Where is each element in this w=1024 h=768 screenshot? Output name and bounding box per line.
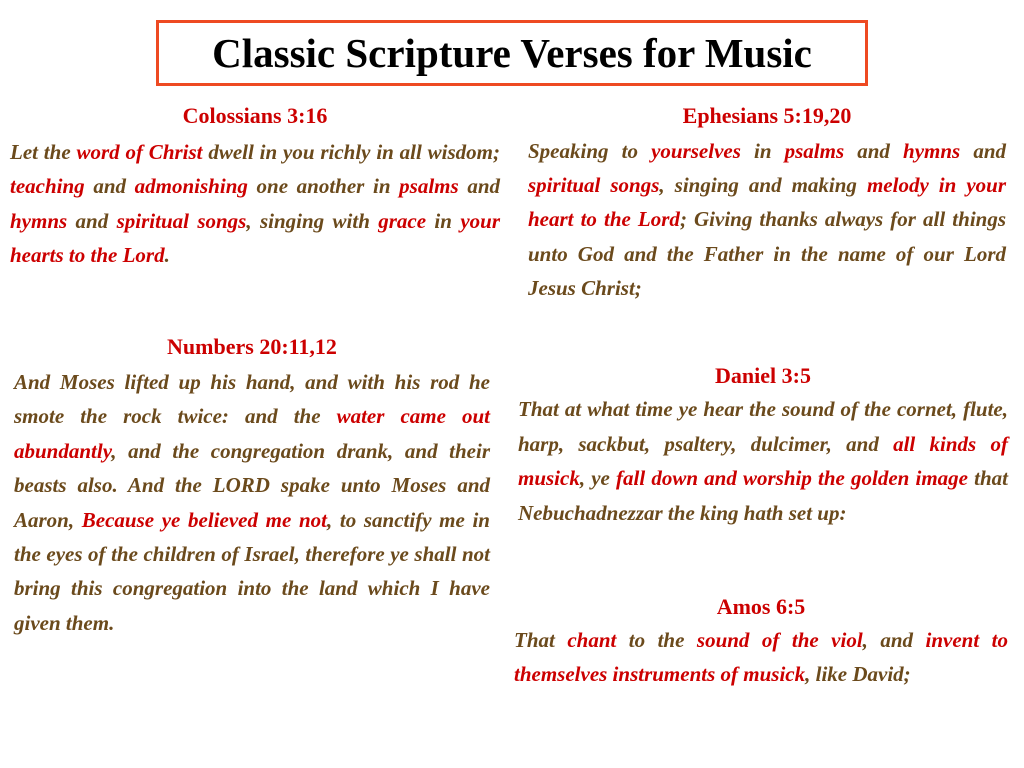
verse-phrase: , to sanctify me in the eyes of the children of Israel, therefore ye shall not bring this congregation into the land which I have given them. xyxy=(14,507,490,635)
highlighted-phrase: spiritual songs xyxy=(528,173,660,198)
verse-phrase: Let the xyxy=(10,140,77,164)
verse-phrase: , and the congregation drank, and their beasts also. And the LORD spake unto Moses and Aaron, xyxy=(14,438,490,532)
highlighted-phrase: water came out abundantly xyxy=(14,404,490,463)
section-amos xyxy=(514,594,1008,692)
verse-phrase: , like David; xyxy=(805,662,911,687)
verse-phrase: That at what time ye hear the sound of the cornet, flute, harp, sackbut, psaltery, dulcimer, and xyxy=(518,397,1008,456)
verse-phrase: that Nebuchadnezzar the king hath set up: xyxy=(518,466,1008,525)
verse-reference: Colossians 3:16 xyxy=(182,103,328,128)
verse-phrase: in xyxy=(740,139,785,163)
verse-phrase: , and xyxy=(862,628,926,652)
page-title: Classic Scripture Verses for Music xyxy=(212,30,812,76)
highlighted-phrase: fall down and worship the golden image xyxy=(616,466,968,491)
verse-phrase: That xyxy=(514,628,568,652)
verse-phrase: , singing with xyxy=(246,208,379,233)
verse-reference: Daniel 3:5 xyxy=(715,363,811,388)
section-colossians xyxy=(10,103,500,273)
highlighted-phrase: your hearts to the Lord xyxy=(10,208,500,268)
highlighted-phrase: melody in your heart to the Lord xyxy=(528,173,1007,232)
highlighted-phrase: psalms xyxy=(784,139,845,163)
highlighted-phrase: psalms xyxy=(399,174,459,199)
highlighted-phrase: word of Christ xyxy=(76,140,203,164)
verse-reference: Ephesians 5:19,20 xyxy=(682,103,852,128)
highlighted-phrase: yourselves xyxy=(651,139,741,163)
highlighted-phrase: all kinds of musick xyxy=(518,431,1008,491)
highlighted-phrase: chant xyxy=(567,628,617,652)
verse-phrase: , ye xyxy=(579,466,617,491)
verse-text xyxy=(518,392,1008,530)
verse-text xyxy=(10,135,500,273)
highlighted-phrase: Because ye believed me not xyxy=(81,507,327,532)
verse-phrase: And Moses lifted up his hand, and with his rod he smote the rock twice: and the xyxy=(14,370,490,429)
verse-reference: Numbers 20:11,12 xyxy=(167,334,337,359)
verse-phrase: and xyxy=(458,174,500,199)
verse-phrase: ; Giving thanks always for all things unto God and the Father in the name of our Lord Jesus Christ; xyxy=(528,207,1006,300)
verse-phrase: and xyxy=(960,139,1007,163)
section-numbers xyxy=(14,334,490,640)
section-daniel xyxy=(518,363,1008,530)
verse-text xyxy=(514,623,1008,692)
verse-phrase: dwell in you richly in all wisdom; xyxy=(202,140,500,164)
verse-reference: Amos 6:5 xyxy=(716,594,806,619)
verse-phrase: and xyxy=(84,174,135,199)
title-box xyxy=(156,20,868,86)
verse-text xyxy=(14,365,490,640)
highlighted-phrase: teaching xyxy=(10,174,85,199)
verse-phrase: . xyxy=(164,243,170,268)
highlighted-phrase: invent to themselves instruments of musick xyxy=(514,628,1009,687)
verse-phrase: Speaking to xyxy=(528,139,652,163)
highlighted-phrase: hymns xyxy=(903,139,961,163)
verse-phrase: and xyxy=(844,139,904,163)
verse-text xyxy=(528,134,1006,305)
highlighted-phrase: grace xyxy=(378,208,427,233)
highlighted-phrase: hymns xyxy=(10,208,68,233)
verse-phrase: in xyxy=(426,208,461,233)
highlighted-phrase: sound of the viol xyxy=(696,628,863,652)
verse-phrase: one another in xyxy=(247,174,400,199)
highlighted-phrase: spiritual songs xyxy=(116,208,247,233)
verse-phrase: , singing and making xyxy=(659,173,867,198)
verse-phrase: and xyxy=(67,208,117,233)
highlighted-phrase: admonishing xyxy=(134,174,248,199)
section-ephesians xyxy=(528,103,1006,305)
verse-phrase: to the xyxy=(616,628,697,652)
